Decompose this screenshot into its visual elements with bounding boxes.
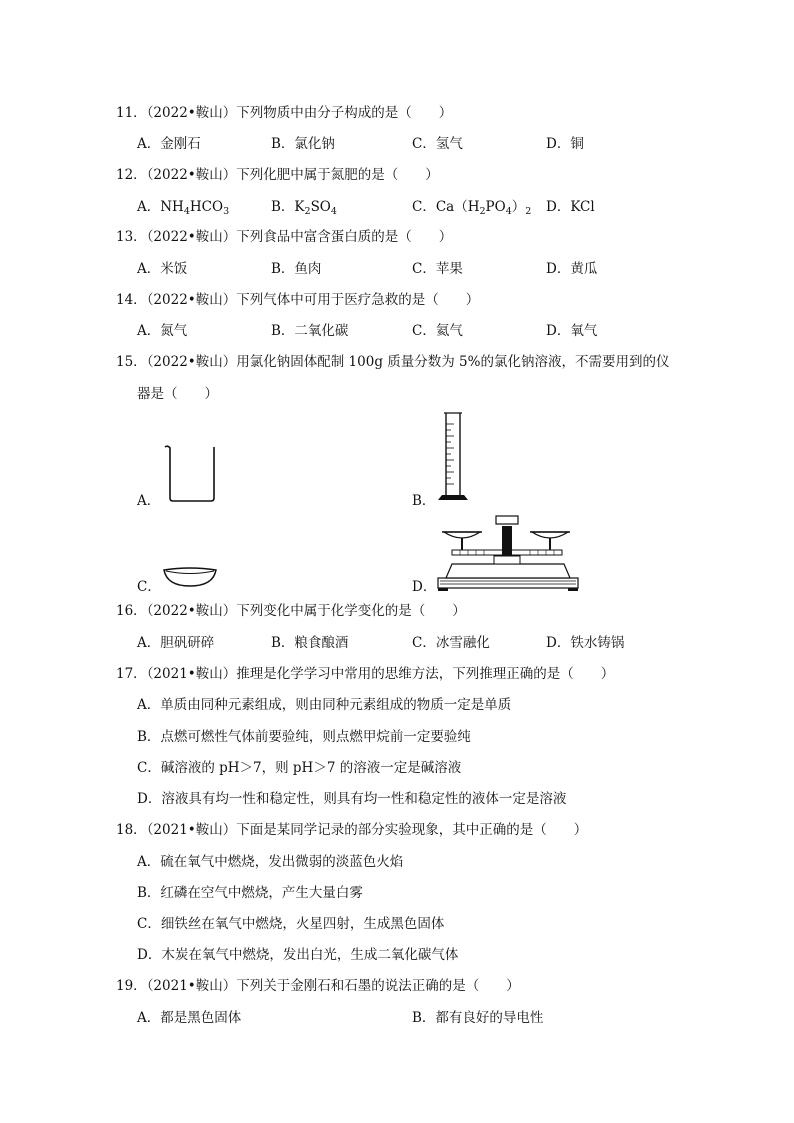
q14-option-d[interactable]: D．氧气 [546, 323, 598, 339]
q17-option-b[interactable]: B．点燃可燃性气体前要验纯，则点燃甲烷前一定要验纯 [137, 729, 471, 745]
q16-option-c[interactable]: C．冰雪融化 [412, 635, 490, 651]
q12-option-c[interactable]: C．$Ca(H_2PO_4)_2$ [412, 199, 532, 217]
q12-option-b[interactable]: B．$K_2SO_4$ [271, 199, 337, 217]
q14-option-b[interactable]: B．二氧化碳 [271, 323, 349, 339]
question-14: 14．（2022•鞍山）下列气体中可用于医疗急救的是（ ） [116, 292, 480, 308]
q13-option-c[interactable]: C．苹果 [412, 261, 463, 277]
q18-option-a[interactable]: A．硫在氧气中燃烧，发出微弱的淡蓝色火焰 [137, 854, 404, 870]
q12-option-a[interactable]: A．$NH_4HCO_3$ [137, 199, 230, 217]
question-19: 19．（2021•鞍山）下列关于金刚石和石墨的说法正确的是（ ） [116, 978, 520, 994]
q19-option-a[interactable]: A．都是黑色固体 [137, 1010, 242, 1026]
question-16: 16．（2022•鞍山）下列变化中属于化学变化的是（ ） [116, 603, 466, 619]
q14-option-a[interactable]: A．氮气 [137, 323, 188, 339]
q15-option-d[interactable]: D． [412, 579, 437, 595]
question-13: 13．（2022•鞍山）下列食品中富含蛋白质的是（ ） [116, 229, 453, 245]
question-15: 15．（2022•鞍山）用氯化钠固体配制 100g 质量分数为 5%的氯化钠溶液，不需要用到的仪 [116, 354, 670, 370]
q16-option-d[interactable]: D．铁水铸锅 [546, 635, 625, 651]
question-12: 12．（2022•鞍山）下列化肥中属于氮肥的是（ ） [116, 167, 439, 183]
q15-option-c[interactable]: C． [137, 579, 161, 595]
evaporating-dish-icon [163, 566, 217, 588]
beaker-icon [164, 444, 220, 502]
q16-option-a[interactable]: A．胆矾研碎 [137, 635, 215, 651]
q13-option-a[interactable]: A．米饭 [137, 261, 188, 277]
q13-option-d[interactable]: D．黄瓜 [546, 261, 598, 277]
q17-option-a[interactable]: A．单质由同种元素组成，则由同种元素组成的物质一定是单质 [137, 697, 512, 713]
question-15-continued: 器是（ ） [137, 386, 218, 402]
q11-option-a[interactable]: A．金刚石 [137, 136, 201, 152]
q11-option-d[interactable]: D．铜 [546, 136, 584, 152]
q12-option-d[interactable]: D．KCl [546, 199, 595, 215]
q19-option-b[interactable]: B．都有良好的导电性 [412, 1010, 544, 1026]
q13-option-b[interactable]: B．鱼肉 [271, 261, 322, 277]
q18-option-b[interactable]: B．红磷在空气中燃烧，产生大量白雾 [137, 885, 363, 901]
q18-option-d[interactable]: D．木炭在氧气中燃烧，发出白光，生成二氧化碳气体 [137, 947, 459, 963]
q18-option-c[interactable]: C．细铁丝在氧气中燃烧，火星四射，生成黑色固体 [137, 916, 445, 932]
q11-option-c[interactable]: C．氢气 [412, 136, 463, 152]
q14-option-c[interactable]: C．氦气 [412, 323, 463, 339]
q17-option-d[interactable]: D．溶液具有均一性和稳定性，则具有均一性和稳定性的液体一定是溶液 [137, 791, 567, 807]
q11-option-b[interactable]: B．氯化钠 [271, 136, 335, 152]
graduated-cylinder-icon [436, 412, 476, 504]
question-11: 11．（2022•鞍山）下列物质中由分子构成的是（ ） [116, 105, 453, 121]
question-17: 17．（2021•鞍山）推理是化学学习中常用的思维方法，下列推理正确的是（ ） [116, 666, 615, 682]
q17-option-c[interactable]: C．碱溶液的 pH＞7，则 pH＞7 的溶液一定是碱溶液 [137, 760, 462, 776]
question-18: 18．（2021•鞍山）下面是某同学记录的部分实验现象，其中正确的是（ ） [116, 822, 588, 838]
q16-option-b[interactable]: B．粮食酿酒 [271, 635, 349, 651]
balance-scale-icon [436, 512, 582, 592]
q15-option-b[interactable]: B． [412, 493, 436, 509]
q15-option-a[interactable]: A． [137, 493, 161, 509]
